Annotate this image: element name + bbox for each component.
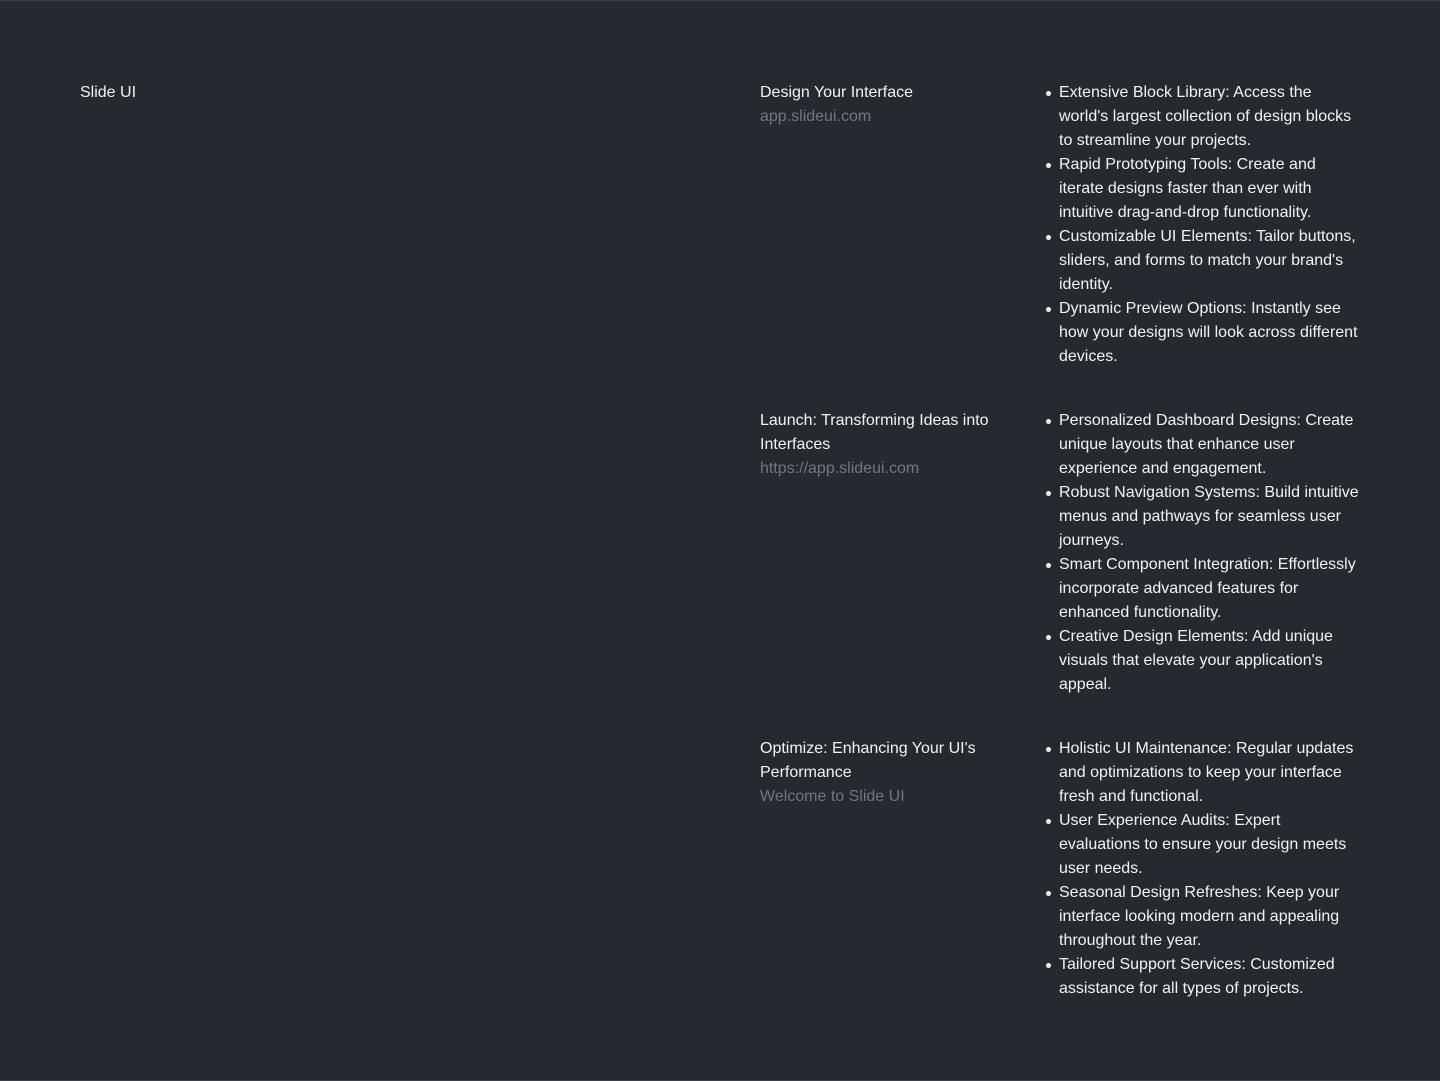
section-subtitle: Welcome to Slide UI <box>760 788 905 805</box>
feature-list <box>1044 81 1360 369</box>
brand-name: Slide UI <box>80 84 137 101</box>
section-header <box>760 737 1044 809</box>
feature-item: Creative Design Elements: Add unique visuals that elevate your application's appeal. <box>1044 625 1360 697</box>
feature-item: Extensive Block Library: Access the world's largest collection of design blocks to streamline your projects. <box>1044 81 1360 153</box>
section-launch <box>760 409 1360 697</box>
sections-container <box>760 81 1360 1041</box>
section-design <box>760 81 1360 369</box>
feature-item: Holistic UI Maintenance: Regular updates and optimizations to keep your interface fresh and functional. <box>1044 737 1360 809</box>
feature-item: Seasonal Design Refreshes: Keep your interface looking modern and appealing throughout the year. <box>1044 881 1360 953</box>
section-title: Optimize: Enhancing Your UI's Performance <box>760 740 976 781</box>
section-subtitle: app.slideui.com <box>760 108 872 125</box>
feature-list <box>1044 409 1360 697</box>
feature-item: Dynamic Preview Options: Instantly see how your designs will look across different devices. <box>1044 297 1360 369</box>
feature-list <box>1044 737 1360 1001</box>
section-subtitle: https://app.slideui.com <box>760 460 920 477</box>
feature-item: Smart Component Integration: Effortlessly incorporate advanced features for enhanced functionality. <box>1044 553 1360 625</box>
section-optimize <box>760 737 1360 1001</box>
feature-item: Personalized Dashboard Designs: Create unique layouts that enhance user experience and engagement. <box>1044 409 1360 481</box>
top-divider <box>0 0 1440 1</box>
section-header <box>760 81 1044 129</box>
section-title: Launch: Transforming Ideas into Interfaces <box>760 412 989 453</box>
section-header <box>760 409 1044 481</box>
feature-item: Customizable UI Elements: Tailor buttons, sliders, and forms to match your brand's identity. <box>1044 225 1360 297</box>
section-title: Design Your Interface <box>760 84 913 101</box>
feature-item: Robust Navigation Systems: Build intuitive menus and pathways for seamless user journeys. <box>1044 481 1360 553</box>
feature-item: User Experience Audits: Expert evaluations to ensure your design meets user needs. <box>1044 809 1360 881</box>
feature-item: Rapid Prototyping Tools: Create and iterate designs faster than ever with intuitive drag-and-drop functionality. <box>1044 153 1360 225</box>
feature-item: Tailored Support Services: Customized assistance for all types of projects. <box>1044 953 1360 1001</box>
